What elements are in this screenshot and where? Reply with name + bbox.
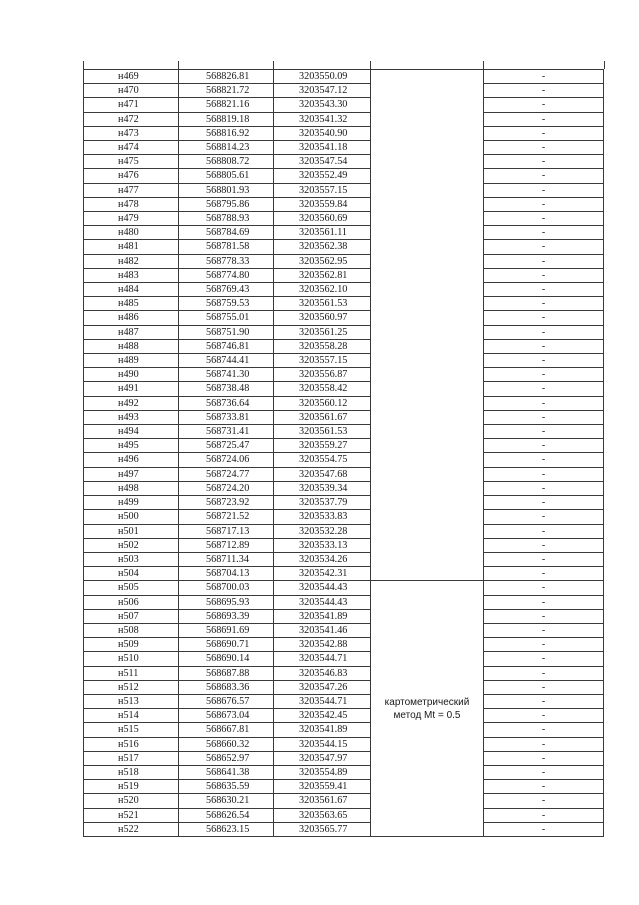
x-coordinate-cell: 568721.52 — [179, 510, 274, 524]
table-row — [84, 652, 604, 666]
table-row — [84, 254, 604, 268]
coordinates-table — [83, 69, 604, 837]
table-row — [84, 623, 604, 637]
x-coordinate-cell: 568723.92 — [179, 496, 274, 510]
y-coordinate-cell: 3203561.53 — [274, 297, 371, 311]
table-row — [84, 169, 604, 183]
x-coordinate-cell: 568712.89 — [179, 538, 274, 552]
table-row — [84, 197, 604, 211]
point-id-cell: н487 — [84, 325, 179, 339]
description-cell: - — [484, 680, 604, 694]
y-coordinate-cell: 3203542.31 — [274, 567, 371, 581]
point-id-cell: н504 — [84, 567, 179, 581]
table-row — [84, 84, 604, 98]
description-cell: - — [484, 183, 604, 197]
description-cell: - — [484, 652, 604, 666]
x-coordinate-cell: 568691.69 — [179, 623, 274, 637]
x-coordinate-cell: 568826.81 — [179, 70, 274, 84]
y-coordinate-cell: 3203561.67 — [274, 794, 371, 808]
point-id-cell: н512 — [84, 680, 179, 694]
point-id-cell: н489 — [84, 354, 179, 368]
x-coordinate-cell: 568660.32 — [179, 737, 274, 751]
point-id-cell: н491 — [84, 382, 179, 396]
y-coordinate-cell: 3203560.69 — [274, 212, 371, 226]
description-cell: - — [484, 510, 604, 524]
x-coordinate-cell: 568635.59 — [179, 780, 274, 794]
method-accuracy: метод Mt = 0.5 — [393, 709, 461, 721]
y-coordinate-cell: 3203544.43 — [274, 595, 371, 609]
x-coordinate-cell: 568755.01 — [179, 311, 274, 325]
x-coordinate-cell: 568741.30 — [179, 368, 274, 382]
table-row — [84, 141, 604, 155]
x-coordinate-cell: 568673.04 — [179, 709, 274, 723]
point-id-cell: н484 — [84, 283, 179, 297]
description-cell: - — [484, 439, 604, 453]
x-coordinate-cell: 568724.06 — [179, 453, 274, 467]
y-coordinate-cell: 3203554.89 — [274, 765, 371, 779]
x-coordinate-cell: 568641.38 — [179, 765, 274, 779]
description-cell: - — [484, 737, 604, 751]
y-coordinate-cell: 3203558.28 — [274, 339, 371, 353]
y-coordinate-cell: 3203547.68 — [274, 467, 371, 481]
x-coordinate-cell: 568795.86 — [179, 197, 274, 211]
point-id-cell: н483 — [84, 268, 179, 282]
y-coordinate-cell: 3203547.97 — [274, 751, 371, 765]
table-row — [84, 538, 604, 552]
point-id-cell: н518 — [84, 765, 179, 779]
y-coordinate-cell: 3203561.53 — [274, 425, 371, 439]
table-row — [84, 112, 604, 126]
point-id-cell: н506 — [84, 595, 179, 609]
description-cell: - — [484, 141, 604, 155]
description-cell: - — [484, 822, 604, 836]
point-id-cell: н516 — [84, 737, 179, 751]
table-top-edge-col2 — [178, 61, 179, 69]
y-coordinate-cell: 3203546.83 — [274, 666, 371, 680]
x-coordinate-cell: 568746.81 — [179, 339, 274, 353]
table-row — [84, 382, 604, 396]
y-coordinate-cell: 3203534.26 — [274, 552, 371, 566]
point-id-cell: н475 — [84, 155, 179, 169]
y-coordinate-cell: 3203542.45 — [274, 709, 371, 723]
x-coordinate-cell: 568693.39 — [179, 609, 274, 623]
x-coordinate-cell: 568759.53 — [179, 297, 274, 311]
point-id-cell: н480 — [84, 226, 179, 240]
point-id-cell: н492 — [84, 396, 179, 410]
description-cell: - — [484, 567, 604, 581]
point-id-cell: н470 — [84, 84, 179, 98]
x-coordinate-cell: 568814.23 — [179, 141, 274, 155]
description-cell: - — [484, 410, 604, 424]
description-cell: - — [484, 780, 604, 794]
y-coordinate-cell: 3203533.83 — [274, 510, 371, 524]
description-cell: - — [484, 666, 604, 680]
x-coordinate-cell: 568819.18 — [179, 112, 274, 126]
x-coordinate-cell: 568738.48 — [179, 382, 274, 396]
x-coordinate-cell: 568652.97 — [179, 751, 274, 765]
description-cell: - — [484, 609, 604, 623]
point-id-cell: н510 — [84, 652, 179, 666]
point-id-cell: н497 — [84, 467, 179, 481]
table-row — [84, 268, 604, 282]
description-cell: - — [484, 339, 604, 353]
y-coordinate-cell: 3203532.28 — [274, 524, 371, 538]
point-id-cell: н513 — [84, 694, 179, 708]
point-id-cell: н519 — [84, 780, 179, 794]
point-id-cell: н500 — [84, 510, 179, 524]
x-coordinate-cell: 568801.93 — [179, 183, 274, 197]
y-coordinate-cell: 3203559.41 — [274, 780, 371, 794]
y-coordinate-cell: 3203550.09 — [274, 70, 371, 84]
y-coordinate-cell: 3203537.79 — [274, 496, 371, 510]
x-coordinate-cell: 568821.72 — [179, 84, 274, 98]
x-coordinate-cell: 568623.15 — [179, 822, 274, 836]
y-coordinate-cell: 3203562.81 — [274, 268, 371, 282]
description-cell: - — [484, 240, 604, 254]
table-row — [84, 765, 604, 779]
point-id-cell: н479 — [84, 212, 179, 226]
y-coordinate-cell: 3203547.54 — [274, 155, 371, 169]
point-id-cell: н471 — [84, 98, 179, 112]
point-id-cell: н476 — [84, 169, 179, 183]
point-id-cell: н495 — [84, 439, 179, 453]
description-cell: - — [484, 396, 604, 410]
table-row — [84, 396, 604, 410]
point-id-cell: н481 — [84, 240, 179, 254]
table-row — [84, 453, 604, 467]
point-id-cell: н514 — [84, 709, 179, 723]
x-coordinate-cell: 568784.69 — [179, 226, 274, 240]
y-coordinate-cell: 3203560.97 — [274, 311, 371, 325]
y-coordinate-cell: 3203541.89 — [274, 609, 371, 623]
x-coordinate-cell: 568751.90 — [179, 325, 274, 339]
x-coordinate-cell: 568725.47 — [179, 439, 274, 453]
description-cell: - — [484, 155, 604, 169]
point-id-cell: н507 — [84, 609, 179, 623]
table-row — [84, 425, 604, 439]
method-cell-empty — [371, 70, 484, 581]
table-row — [84, 524, 604, 538]
y-coordinate-cell: 3203544.71 — [274, 694, 371, 708]
x-coordinate-cell: 568821.16 — [179, 98, 274, 112]
x-coordinate-cell: 568724.77 — [179, 467, 274, 481]
description-cell: - — [484, 70, 604, 84]
description-cell: - — [484, 623, 604, 637]
description-cell: - — [484, 723, 604, 737]
point-id-cell: н496 — [84, 453, 179, 467]
table-top-edge-left — [83, 61, 84, 69]
table-row — [84, 297, 604, 311]
x-coordinate-cell: 568731.41 — [179, 425, 274, 439]
point-id-cell: н482 — [84, 254, 179, 268]
y-coordinate-cell: 3203541.89 — [274, 723, 371, 737]
y-coordinate-cell: 3203547.12 — [274, 84, 371, 98]
table-row — [84, 240, 604, 254]
table-row — [84, 325, 604, 339]
table-top-edge-right — [604, 61, 605, 69]
point-id-cell: н501 — [84, 524, 179, 538]
y-coordinate-cell: 3203540.90 — [274, 126, 371, 140]
x-coordinate-cell: 568626.54 — [179, 808, 274, 822]
y-coordinate-cell: 3203561.11 — [274, 226, 371, 240]
x-coordinate-cell: 568788.93 — [179, 212, 274, 226]
description-cell: - — [484, 112, 604, 126]
point-id-cell: н502 — [84, 538, 179, 552]
description-cell: - — [484, 481, 604, 495]
y-coordinate-cell: 3203561.67 — [274, 410, 371, 424]
x-coordinate-cell: 568690.14 — [179, 652, 274, 666]
y-coordinate-cell: 3203554.75 — [274, 453, 371, 467]
description-cell: - — [484, 581, 604, 595]
x-coordinate-cell: 568687.88 — [179, 666, 274, 680]
table-row — [84, 581, 604, 595]
point-id-cell: н509 — [84, 638, 179, 652]
y-coordinate-cell: 3203565.77 — [274, 822, 371, 836]
y-coordinate-cell: 3203542.88 — [274, 638, 371, 652]
table-row — [84, 212, 604, 226]
y-coordinate-cell: 3203544.71 — [274, 652, 371, 666]
description-cell: - — [484, 467, 604, 481]
table-row — [84, 311, 604, 325]
table-top-edge-col5 — [483, 61, 484, 69]
y-coordinate-cell: 3203543.30 — [274, 98, 371, 112]
y-coordinate-cell: 3203547.26 — [274, 680, 371, 694]
point-id-cell: н511 — [84, 666, 179, 680]
description-cell: - — [484, 354, 604, 368]
description-cell: - — [484, 283, 604, 297]
table-row — [84, 155, 604, 169]
description-cell: - — [484, 425, 604, 439]
description-cell: - — [484, 709, 604, 723]
description-cell: - — [484, 751, 604, 765]
description-cell: - — [484, 538, 604, 552]
table-row — [84, 439, 604, 453]
y-coordinate-cell: 3203560.12 — [274, 396, 371, 410]
y-coordinate-cell: 3203541.32 — [274, 112, 371, 126]
y-coordinate-cell: 3203557.15 — [274, 183, 371, 197]
point-id-cell: н474 — [84, 141, 179, 155]
table-top-edge-col3 — [273, 61, 274, 69]
table-row — [84, 595, 604, 609]
point-id-cell: н478 — [84, 197, 179, 211]
point-id-cell: н498 — [84, 481, 179, 495]
table-row — [84, 496, 604, 510]
x-coordinate-cell: 568630.21 — [179, 794, 274, 808]
description-cell: - — [484, 524, 604, 538]
table-row — [84, 666, 604, 680]
table-row — [84, 70, 604, 84]
point-id-cell: н515 — [84, 723, 179, 737]
y-coordinate-cell: 3203541.18 — [274, 141, 371, 155]
x-coordinate-cell: 568695.93 — [179, 595, 274, 609]
y-coordinate-cell: 3203562.38 — [274, 240, 371, 254]
description-cell: - — [484, 212, 604, 226]
point-id-cell: н505 — [84, 581, 179, 595]
x-coordinate-cell: 568778.33 — [179, 254, 274, 268]
y-coordinate-cell: 3203561.25 — [274, 325, 371, 339]
table-row — [84, 638, 604, 652]
description-cell: - — [484, 84, 604, 98]
point-id-cell: н490 — [84, 368, 179, 382]
table-row — [84, 694, 604, 708]
description-cell: - — [484, 368, 604, 382]
y-coordinate-cell: 3203559.84 — [274, 197, 371, 211]
table-row — [84, 780, 604, 794]
x-coordinate-cell: 568805.61 — [179, 169, 274, 183]
description-cell: - — [484, 126, 604, 140]
table-row — [84, 822, 604, 836]
description-cell: - — [484, 254, 604, 268]
point-id-cell: н522 — [84, 822, 179, 836]
x-coordinate-cell: 568724.20 — [179, 481, 274, 495]
coordinates-table-body — [84, 70, 604, 837]
table-row — [84, 126, 604, 140]
point-id-cell: н488 — [84, 339, 179, 353]
table-row — [84, 567, 604, 581]
point-id-cell: н494 — [84, 425, 179, 439]
table-row — [84, 751, 604, 765]
x-coordinate-cell: 568808.72 — [179, 155, 274, 169]
y-coordinate-cell: 3203556.87 — [274, 368, 371, 382]
table-row — [84, 609, 604, 623]
point-id-cell: н485 — [84, 297, 179, 311]
x-coordinate-cell: 568744.41 — [179, 354, 274, 368]
x-coordinate-cell: 568717.13 — [179, 524, 274, 538]
description-cell: - — [484, 552, 604, 566]
description-cell: - — [484, 169, 604, 183]
x-coordinate-cell: 568700.03 — [179, 581, 274, 595]
description-cell: - — [484, 98, 604, 112]
description-cell: - — [484, 794, 604, 808]
point-id-cell: н508 — [84, 623, 179, 637]
table-row — [84, 226, 604, 240]
x-coordinate-cell: 568781.58 — [179, 240, 274, 254]
table-row — [84, 808, 604, 822]
x-coordinate-cell: 568733.81 — [179, 410, 274, 424]
table-row — [84, 339, 604, 353]
x-coordinate-cell: 568690.71 — [179, 638, 274, 652]
y-coordinate-cell: 3203558.42 — [274, 382, 371, 396]
y-coordinate-cell: 3203563.65 — [274, 808, 371, 822]
table-row — [84, 794, 604, 808]
table-row — [84, 709, 604, 723]
description-cell: - — [484, 765, 604, 779]
point-id-cell: н486 — [84, 311, 179, 325]
description-cell: - — [484, 226, 604, 240]
table-row — [84, 283, 604, 297]
description-cell: - — [484, 808, 604, 822]
y-coordinate-cell: 3203541.46 — [274, 623, 371, 637]
description-cell: - — [484, 268, 604, 282]
y-coordinate-cell: 3203544.15 — [274, 737, 371, 751]
y-coordinate-cell: 3203552.49 — [274, 169, 371, 183]
x-coordinate-cell: 568769.43 — [179, 283, 274, 297]
point-id-cell: н503 — [84, 552, 179, 566]
point-id-cell: н473 — [84, 126, 179, 140]
table-row — [84, 354, 604, 368]
point-id-cell: н521 — [84, 808, 179, 822]
y-coordinate-cell: 3203562.10 — [274, 283, 371, 297]
table-row — [84, 98, 604, 112]
table-row — [84, 481, 604, 495]
description-cell: - — [484, 325, 604, 339]
point-id-cell: н499 — [84, 496, 179, 510]
x-coordinate-cell: 568736.64 — [179, 396, 274, 410]
point-id-cell: н493 — [84, 410, 179, 424]
description-cell: - — [484, 694, 604, 708]
y-coordinate-cell: 3203557.15 — [274, 354, 371, 368]
y-coordinate-cell: 3203544.43 — [274, 581, 371, 595]
description-cell: - — [484, 638, 604, 652]
description-cell: - — [484, 297, 604, 311]
table-row — [84, 552, 604, 566]
description-cell: - — [484, 453, 604, 467]
method-label: картометрический — [384, 696, 470, 708]
table-row — [84, 368, 604, 382]
x-coordinate-cell: 568683.36 — [179, 680, 274, 694]
table-row — [84, 410, 604, 424]
point-id-cell: н517 — [84, 751, 179, 765]
table-row — [84, 723, 604, 737]
point-id-cell: н472 — [84, 112, 179, 126]
table-row — [84, 737, 604, 751]
x-coordinate-cell: 568704.13 — [179, 567, 274, 581]
x-coordinate-cell: 568711.34 — [179, 552, 274, 566]
table-row — [84, 183, 604, 197]
description-cell: - — [484, 197, 604, 211]
table-row — [84, 510, 604, 524]
y-coordinate-cell: 3203562.95 — [274, 254, 371, 268]
description-cell: - — [484, 496, 604, 510]
description-cell: - — [484, 311, 604, 325]
y-coordinate-cell: 3203533.13 — [274, 538, 371, 552]
y-coordinate-cell: 3203559.27 — [274, 439, 371, 453]
description-cell: - — [484, 595, 604, 609]
point-id-cell: н477 — [84, 183, 179, 197]
x-coordinate-cell: 568816.92 — [179, 126, 274, 140]
table-top-edge-col4 — [370, 61, 371, 69]
x-coordinate-cell: 568774.80 — [179, 268, 274, 282]
x-coordinate-cell: 568667.81 — [179, 723, 274, 737]
table-row — [84, 680, 604, 694]
description-cell: - — [484, 382, 604, 396]
method-cell — [371, 581, 484, 837]
x-coordinate-cell: 568676.57 — [179, 694, 274, 708]
point-id-cell: н469 — [84, 70, 179, 84]
table-row — [84, 467, 604, 481]
point-id-cell: н520 — [84, 794, 179, 808]
y-coordinate-cell: 3203539.34 — [274, 481, 371, 495]
